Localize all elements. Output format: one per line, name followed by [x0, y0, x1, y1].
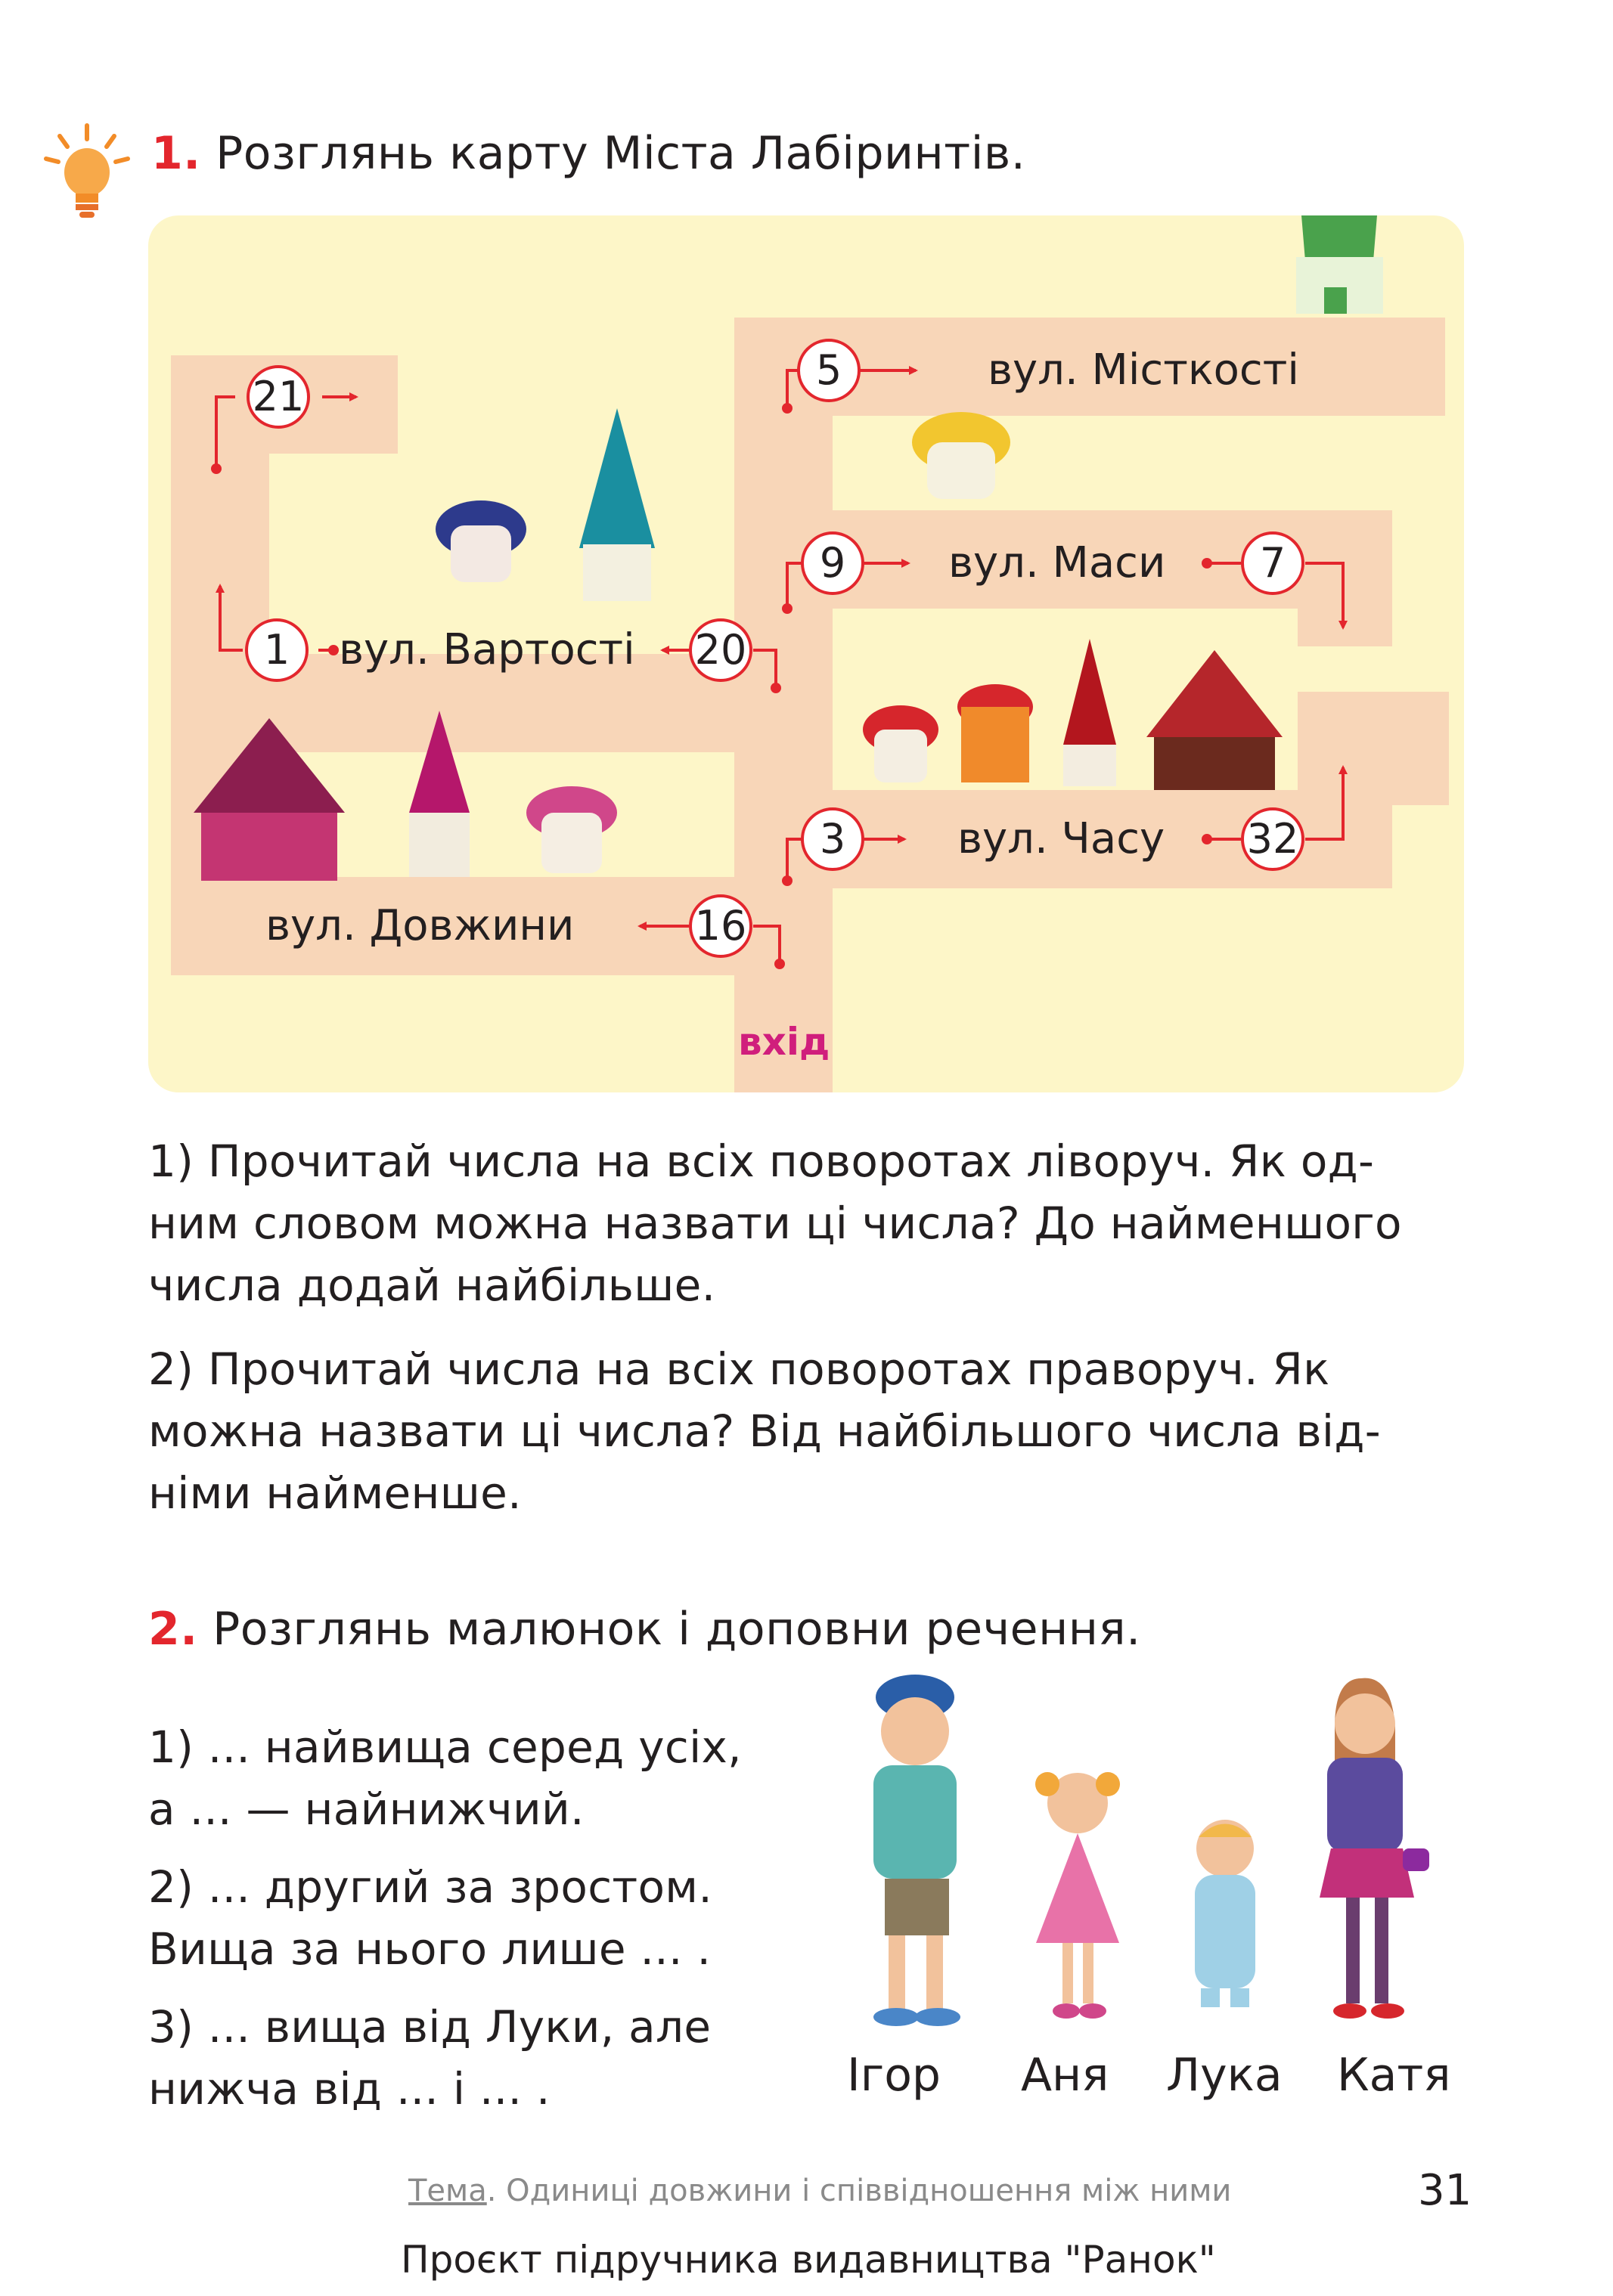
task2-sentence-1 [148, 1716, 814, 1840]
q2-line: німи найменше. [148, 1467, 522, 1519]
lightbulb-icon [42, 119, 132, 233]
q1-line: 1) Прочитай числа на всіх поворотах ліворуч. Як од- [148, 1136, 1375, 1187]
turn-9: 9 [819, 539, 846, 587]
task2-sentence-3 [148, 1996, 814, 2120]
name-katya: Катя [1337, 2049, 1451, 2102]
task2-title-text: Розглянь малюнок і доповни речення. [212, 1603, 1141, 1656]
q2-line: 2) Прочитай числа на всіх поворотах праворуч. Як [148, 1343, 1330, 1395]
q1-line: ним словом можна назвати ці числа? До найменшого [148, 1198, 1402, 1249]
name-anya: Аня [1021, 2049, 1109, 2102]
task1-title-text: Розглянь карту Міста Лабіринтів. [216, 127, 1026, 180]
igor-figure [873, 1675, 960, 2026]
house-orange-patterned [957, 684, 1033, 782]
s1-line: 1) ... найвища серед усіх, [148, 1721, 742, 1773]
house-red-mushroom [863, 705, 938, 782]
turn-20: 20 [694, 626, 747, 674]
task1-number: 1. [151, 127, 201, 180]
map-svg [148, 215, 1464, 1092]
katya-figure [1320, 1678, 1429, 2019]
children-illustration [832, 1656, 1452, 2049]
theme-label: Тема [408, 2174, 487, 2208]
name-luka: Лука [1166, 2049, 1283, 2102]
s1-line: а ... — найнижчий. [148, 1783, 585, 1835]
task2-title [148, 1603, 1141, 1656]
turn-1: 1 [263, 626, 290, 674]
s3-line: 3) ... вища від Луки, але [148, 2001, 712, 2053]
q2-line: можна назвати ці числа? Від найбільшого числа від- [148, 1405, 1381, 1457]
s3-line: нижча від ... і ... . [148, 2063, 551, 2115]
footer-theme [408, 2174, 1231, 2208]
street-mistkosti: вул. Місткості [988, 345, 1299, 395]
task1-question-2 [148, 1338, 1464, 1524]
labyrinth-map [148, 215, 1464, 1092]
task1-title [151, 127, 1025, 180]
turn-3: 3 [819, 815, 846, 863]
task2-sentence-2 [148, 1856, 814, 1980]
name-igor: Ігор [847, 2049, 941, 2102]
turn-32: 32 [1246, 815, 1299, 863]
s2-line: Вища за нього лише ... . [148, 1923, 712, 1975]
entrance-label: вхід [738, 1020, 830, 1064]
street-chasu: вул. Часу [957, 814, 1165, 863]
footer-note: Проєкт підручника видавництва "Ранок" [401, 2238, 1216, 2282]
house-green-top [1296, 215, 1383, 314]
turn-21: 21 [252, 373, 305, 420]
street-dovzhyny: вул. Довжини [265, 901, 575, 950]
turn-7: 7 [1259, 539, 1286, 587]
turn-16: 16 [694, 902, 747, 950]
theme-text: . Одиниці довжини і співвідношення між ними [486, 2174, 1232, 2208]
page-number: 31 [1418, 2166, 1472, 2215]
s2-line: 2) ... другий за зростом. [148, 1861, 713, 1913]
task2-number: 2. [148, 1603, 198, 1656]
street-masy: вул. Маси [948, 538, 1166, 587]
q1-line: числа додай найбільше. [148, 1260, 716, 1311]
street-vartosti: вул. Вартості [339, 625, 635, 674]
anya-figure [1035, 1772, 1120, 2019]
task1-question-1 [148, 1130, 1464, 1316]
turn-5: 5 [815, 346, 842, 394]
luka-figure [1195, 1820, 1255, 2007]
